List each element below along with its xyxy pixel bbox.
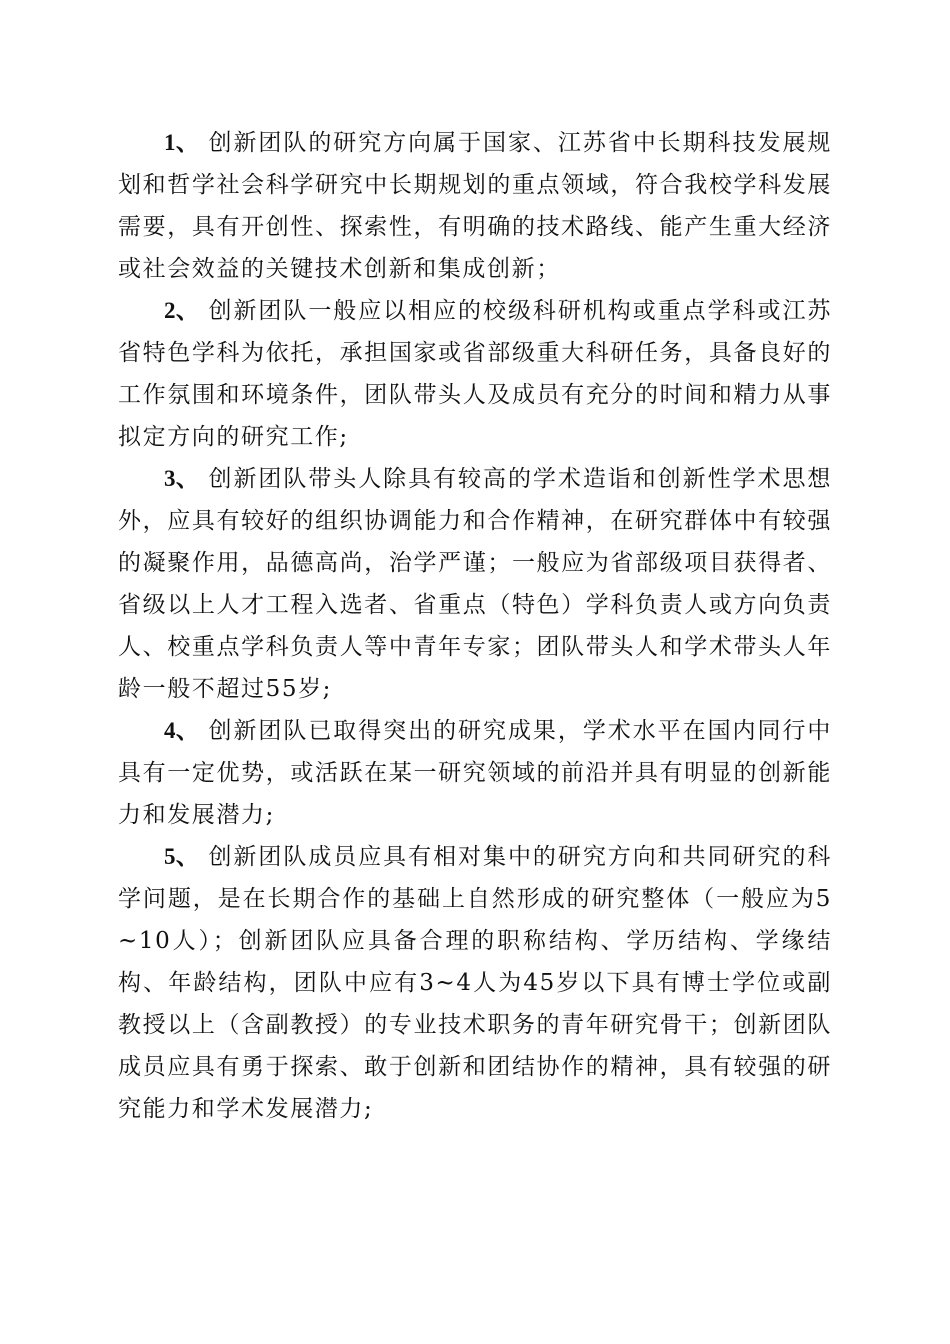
paragraph-3 [118, 458, 832, 710]
paragraph-text: 创新团队成员应具有相对集中的研究方向和共同研究的科学问题，是在长期合作的基础上自然形成的研究整体（一般应为5~10人）；创新团队应具备合理的职称结构、学历结构、学缘结构、年龄结构，团队中应有3~4人为45岁以下具有博士学位或副教授以上（含副教授）的专业技术职务的青年研究骨干；创新团队成员应具有勇于探索、敢于创新和团结协作的精神，具有较强的研究能力和学术发展潜力; [118, 844, 833, 1122]
paragraph-number: 4、 [164, 718, 200, 743]
paragraph-1 [118, 122, 832, 290]
paragraph-4 [118, 710, 832, 836]
paragraph-5 [118, 836, 832, 1130]
paragraph-2 [118, 290, 832, 458]
document-body [118, 122, 832, 1130]
paragraph-text: 创新团队的研究方向属于国家、江苏省中长期科技发展规划和哲学社会科学研究中长期规划的重点领域，符合我校学科发展需要，具有开创性、探索性，有明确的技术路线、能产生重大经济或社会效益的关键技术创新和集成创新； [118, 130, 833, 282]
paragraph-text: 创新团队一般应以相应的校级科研机构或重点学科或江苏省特色学科为依托，承担国家或省部级重大科研任务，具备良好的工作氛围和环境条件，团队带头人及成员有充分的时间和精力从事拟定方向的研究工作; [118, 298, 833, 450]
paragraph-number: 1、 [164, 130, 200, 155]
paragraph-number: 2、 [164, 298, 200, 323]
paragraph-text: 创新团队带头人除具有较高的学术造诣和创新性学术思想外，应具有较好的组织协调能力和合作精神，在研究群体中有较强的凝聚作用，品德高尚，治学严谨；一般应为省部级项目获得者、省级以上人才工程入选者、省重点（特色）学科负责人或方向负责人、校重点学科负责人等中青年专家；团队带头人和学术带头人年龄一般不超过55岁; [118, 466, 833, 702]
paragraph-text: 创新团队已取得突出的研究成果，学术水平在国内同行中具有一定优势，或活跃在某一研究领域的前沿并具有明显的创新能力和发展潜力; [118, 718, 833, 828]
paragraph-number: 3、 [164, 466, 200, 491]
paragraph-number: 5、 [164, 844, 200, 869]
